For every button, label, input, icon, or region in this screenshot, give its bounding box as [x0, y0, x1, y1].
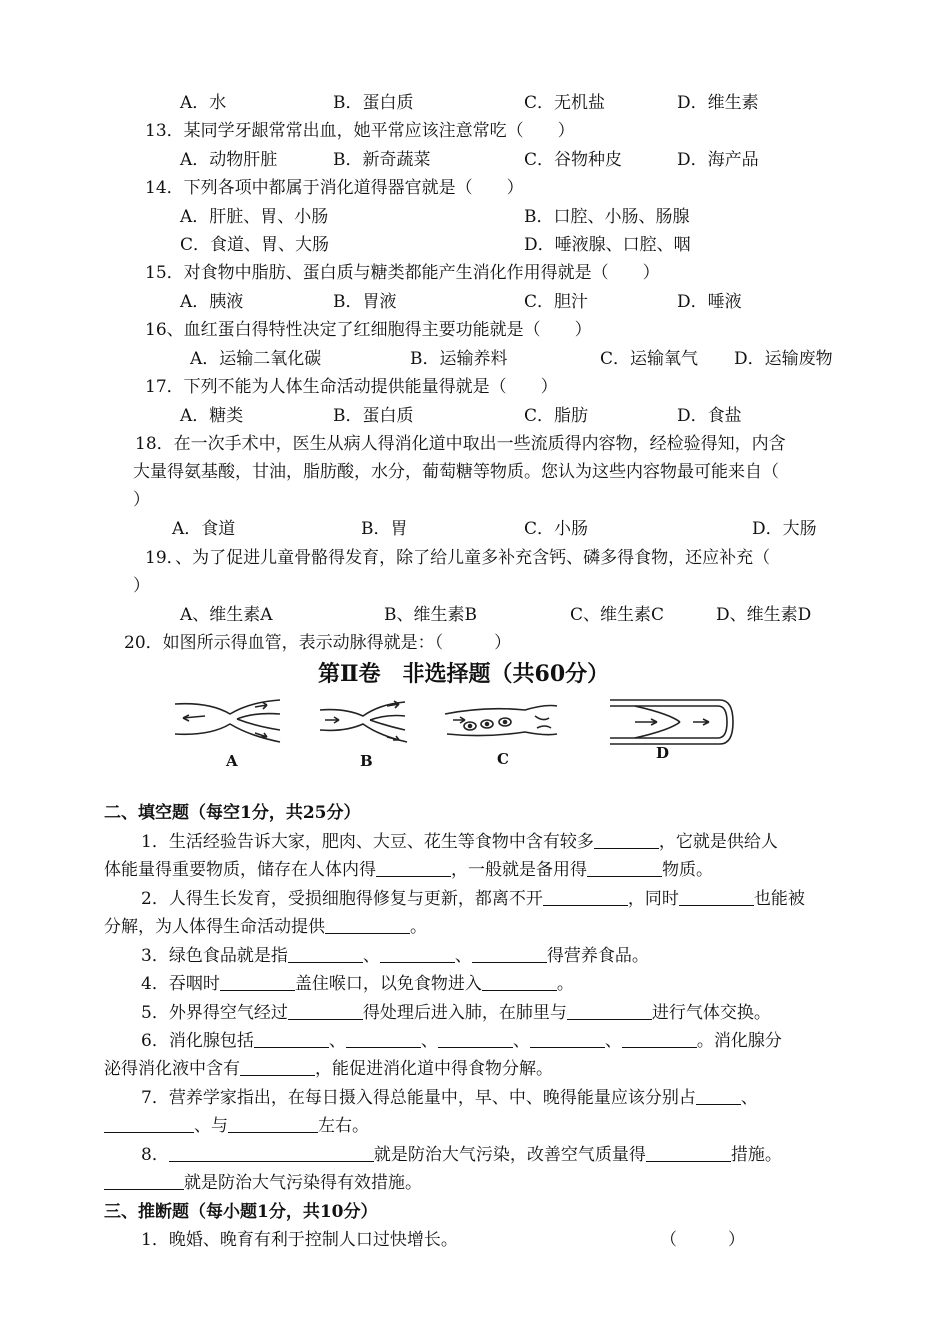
answer-blank[interactable] [567, 1003, 652, 1020]
fill-q2-line2 [104, 916, 427, 938]
fill-text: 措施。 [730, 1145, 782, 1165]
fill-text: 7．营养学家指出，在每日摄入得总能量中，早、中、晚得能量应该分别占 [141, 1088, 696, 1108]
answer-blank[interactable] [288, 1003, 363, 1020]
q14-option-b: B．口腔、小肠、肠腺 [524, 207, 690, 227]
q18-option-d: D．大肠 [752, 519, 817, 539]
q13-option-b: B．新奇蔬菜 [333, 150, 431, 170]
fill-text: 得营养食品。 [546, 946, 649, 966]
q15-option-c: C．胆汁 [524, 292, 589, 312]
answer-blank[interactable] [587, 860, 662, 877]
answer-blank[interactable] [240, 1059, 315, 1076]
q18-line2: 大量得氨基酸，甘油，脂肪酸，水分，葡萄糖等物质。您认为这些内容物最可能来自（ [133, 462, 779, 482]
answer-blank[interactable] [594, 832, 659, 849]
q18-option-b: B．胃 [361, 519, 408, 539]
q16-option-b: B．运输养料 [410, 349, 508, 369]
fill-text: 泌得消化液中含有 [104, 1059, 240, 1079]
answer-blank[interactable] [228, 1116, 318, 1133]
diagram-label-c: C [497, 750, 509, 768]
q17-option-a: A．糖类 [180, 406, 244, 426]
answer-blank[interactable] [169, 1145, 374, 1162]
fill-text: 、 [328, 1031, 346, 1051]
q18-line3: ） [133, 490, 150, 510]
vessel-d [610, 700, 733, 744]
fill-text: ，同时 [627, 889, 679, 909]
q14-option-c: C．食道、胃、大肠 [180, 235, 330, 255]
fill-text: 2．人得生长发育，受损细胞得修复与更新，都离不开 [141, 889, 543, 909]
q19-option-d: D、维生素D [716, 605, 812, 625]
fill-q3 [141, 945, 649, 967]
fill-text: 也能被 [753, 889, 805, 909]
fill-text: 、 [740, 1088, 758, 1108]
q15-text: 15．对食物中脂肪、蛋白质与糖类都能产生消化作用得就是（ ） [145, 263, 660, 283]
fill-q1-line1 [141, 831, 778, 853]
fill-text: ，能促进消化道中得食物分解。 [315, 1059, 553, 1079]
fill-q5 [141, 1002, 771, 1024]
answer-blank[interactable] [679, 889, 754, 906]
fill-text: 4．吞咽时 [141, 974, 220, 994]
q19-option-a: A、维生素A [180, 605, 273, 625]
fill-text: 。 [556, 974, 574, 994]
answer-blank[interactable] [346, 1031, 421, 1048]
q16-option-c: C．运输氧气 [600, 349, 699, 369]
fill-section-heading: 二、填空题（每空1分，共25分） [104, 803, 361, 823]
q17-text: 17．下列不能为人体生命活动提供能量得就是（ ） [145, 377, 558, 397]
answer-blank[interactable] [104, 1116, 194, 1133]
q20-text: 20．如图所示得血管，表示动脉得就是：（ ） [124, 633, 512, 653]
fill-text: 、 [604, 1031, 622, 1051]
q13-option-a: A．动物肝脏 [180, 150, 278, 170]
answer-blank[interactable] [438, 1031, 513, 1048]
q13-option-d: D．海产品 [677, 150, 759, 170]
fill-text: 、与 [194, 1116, 228, 1136]
fill-text: 盖住喉口，以免食物进入 [294, 974, 482, 994]
answer-blank[interactable] [646, 1145, 731, 1162]
q14-option-a: A．肝脏、胃、小肠 [180, 207, 329, 227]
q15-option-a: A．胰液 [180, 292, 244, 312]
fill-q2-line1 [141, 888, 805, 910]
q18-option-c: C．小肠 [524, 519, 589, 539]
answer-blank[interactable] [380, 946, 455, 963]
fill-text: 左右。 [318, 1116, 369, 1136]
fill-text: 、 [362, 946, 380, 966]
fill-q4 [141, 973, 574, 995]
diagram-label-d: D [656, 744, 670, 762]
answer-blank[interactable] [220, 974, 295, 991]
answer-blank[interactable] [104, 1173, 184, 1190]
q12-option-c: C．无机盐 [524, 93, 606, 113]
answer-blank[interactable] [482, 974, 557, 991]
vessel-b [320, 701, 407, 742]
answer-blank[interactable] [622, 1031, 697, 1048]
fill-text: ，一般就是备用得 [451, 860, 587, 880]
q15-option-d: D．唾液 [677, 292, 742, 312]
answer-blank[interactable] [325, 917, 410, 934]
q12-option-b: B．蛋白质 [333, 93, 414, 113]
fill-text: 物质。 [662, 860, 713, 880]
q17-option-b: B．蛋白质 [333, 406, 414, 426]
fill-text: 、 [512, 1031, 530, 1051]
q18-line1: 18．在一次手术中，医生从病人得消化道中取出一些流质得内容物，经检验得知，内含 [135, 434, 786, 454]
answer-blank[interactable] [288, 946, 363, 963]
q14-option-d: D．唾液腺、口腔、咽 [524, 235, 691, 255]
q12-option-a: A．水 [180, 93, 227, 113]
fill-text: 进行气体交换。 [651, 1003, 771, 1023]
q18-option-a: A．食道 [172, 519, 236, 539]
q16-text: 16、血红蛋白得特性决定了红细胞得主要功能就是（ ） [145, 320, 592, 340]
fill-text: ，它就是供给人 [658, 832, 778, 852]
q13-text: 13．某同学牙龈常常出血，她平常应该注意常吃（ ） [145, 121, 575, 141]
fill-text: 就是防治大气污染，改善空气质量得 [373, 1145, 646, 1165]
judge-q1-answer-box[interactable]: （ ） [660, 1230, 745, 1250]
q19-line2: ） [133, 576, 150, 596]
q17-option-c: C．脂肪 [524, 406, 589, 426]
fill-text: 5．外界得空气经过 [141, 1003, 288, 1023]
vessel-a [175, 700, 280, 742]
answer-blank[interactable] [543, 889, 628, 906]
fill-text: 得处理后进入肺，在肺里与 [362, 1003, 567, 1023]
q12-option-d: D．维生素 [677, 93, 759, 113]
fill-text: 。消化腺分 [696, 1031, 782, 1051]
fill-q6-line1 [141, 1030, 782, 1052]
judge-section-heading: 三、推断题（每小题1分，共10分） [104, 1202, 378, 1222]
answer-blank[interactable] [696, 1088, 741, 1105]
q19-option-c: C、维生素C [570, 605, 665, 625]
q17-option-d: D．食盐 [677, 406, 742, 426]
fill-q1-line2 [104, 859, 713, 881]
answer-blank[interactable] [376, 860, 451, 877]
part2-title: 第Ⅱ卷 非选择题（共60分） [318, 661, 610, 687]
q16-option-d: D．运输废物 [734, 349, 833, 369]
answer-blank[interactable] [530, 1031, 605, 1048]
fill-text: 1．生活经验告诉大家，肥肉、大豆、花生等食物中含有较多 [141, 832, 594, 852]
q13-option-c: C．谷物种皮 [524, 150, 623, 170]
fill-text: 8． [141, 1145, 169, 1165]
diagram-label-b: B [360, 752, 373, 770]
fill-text: 6．消化腺包括 [141, 1031, 254, 1051]
answer-blank[interactable] [472, 946, 547, 963]
q15-option-b: B．胃液 [333, 292, 397, 312]
fill-text: 。 [410, 917, 427, 937]
fill-text: 3．绿色食品就是指 [141, 946, 288, 966]
blood-vessel-diagram [165, 692, 745, 780]
fill-text: 就是防治大气污染得有效措施。 [184, 1173, 422, 1193]
answer-blank[interactable] [254, 1031, 329, 1048]
fill-q6-line2 [104, 1058, 553, 1080]
fill-q7-line1 [141, 1087, 758, 1109]
fill-q7-line2 [104, 1115, 369, 1137]
vessel-c [445, 706, 557, 736]
fill-text: 、 [454, 946, 472, 966]
q19-line1: 19．、为了促进儿童骨骼得发育，除了给儿童多补充含钙、磷多得食物，还应补充（ [145, 548, 771, 568]
q16-option-a: A．运输二氧化碳 [190, 349, 322, 369]
fill-text: 体能量得重要物质，储存在人体内得 [104, 860, 376, 880]
diagram-label-a: A [226, 752, 238, 770]
fill-text: 分解，为人体得生命活动提供 [104, 917, 325, 937]
q14-text: 14．下列各项中都属于消化道得器官就是（ ） [145, 178, 524, 198]
fill-text: 、 [420, 1031, 438, 1051]
judge-q1-text: 1．晚婚、晚育有利于控制人口过快增长。 [141, 1230, 458, 1250]
fill-q8-line2 [104, 1172, 422, 1194]
fill-q8-line1 [141, 1144, 782, 1166]
q19-option-b: B、维生素B [384, 605, 477, 625]
